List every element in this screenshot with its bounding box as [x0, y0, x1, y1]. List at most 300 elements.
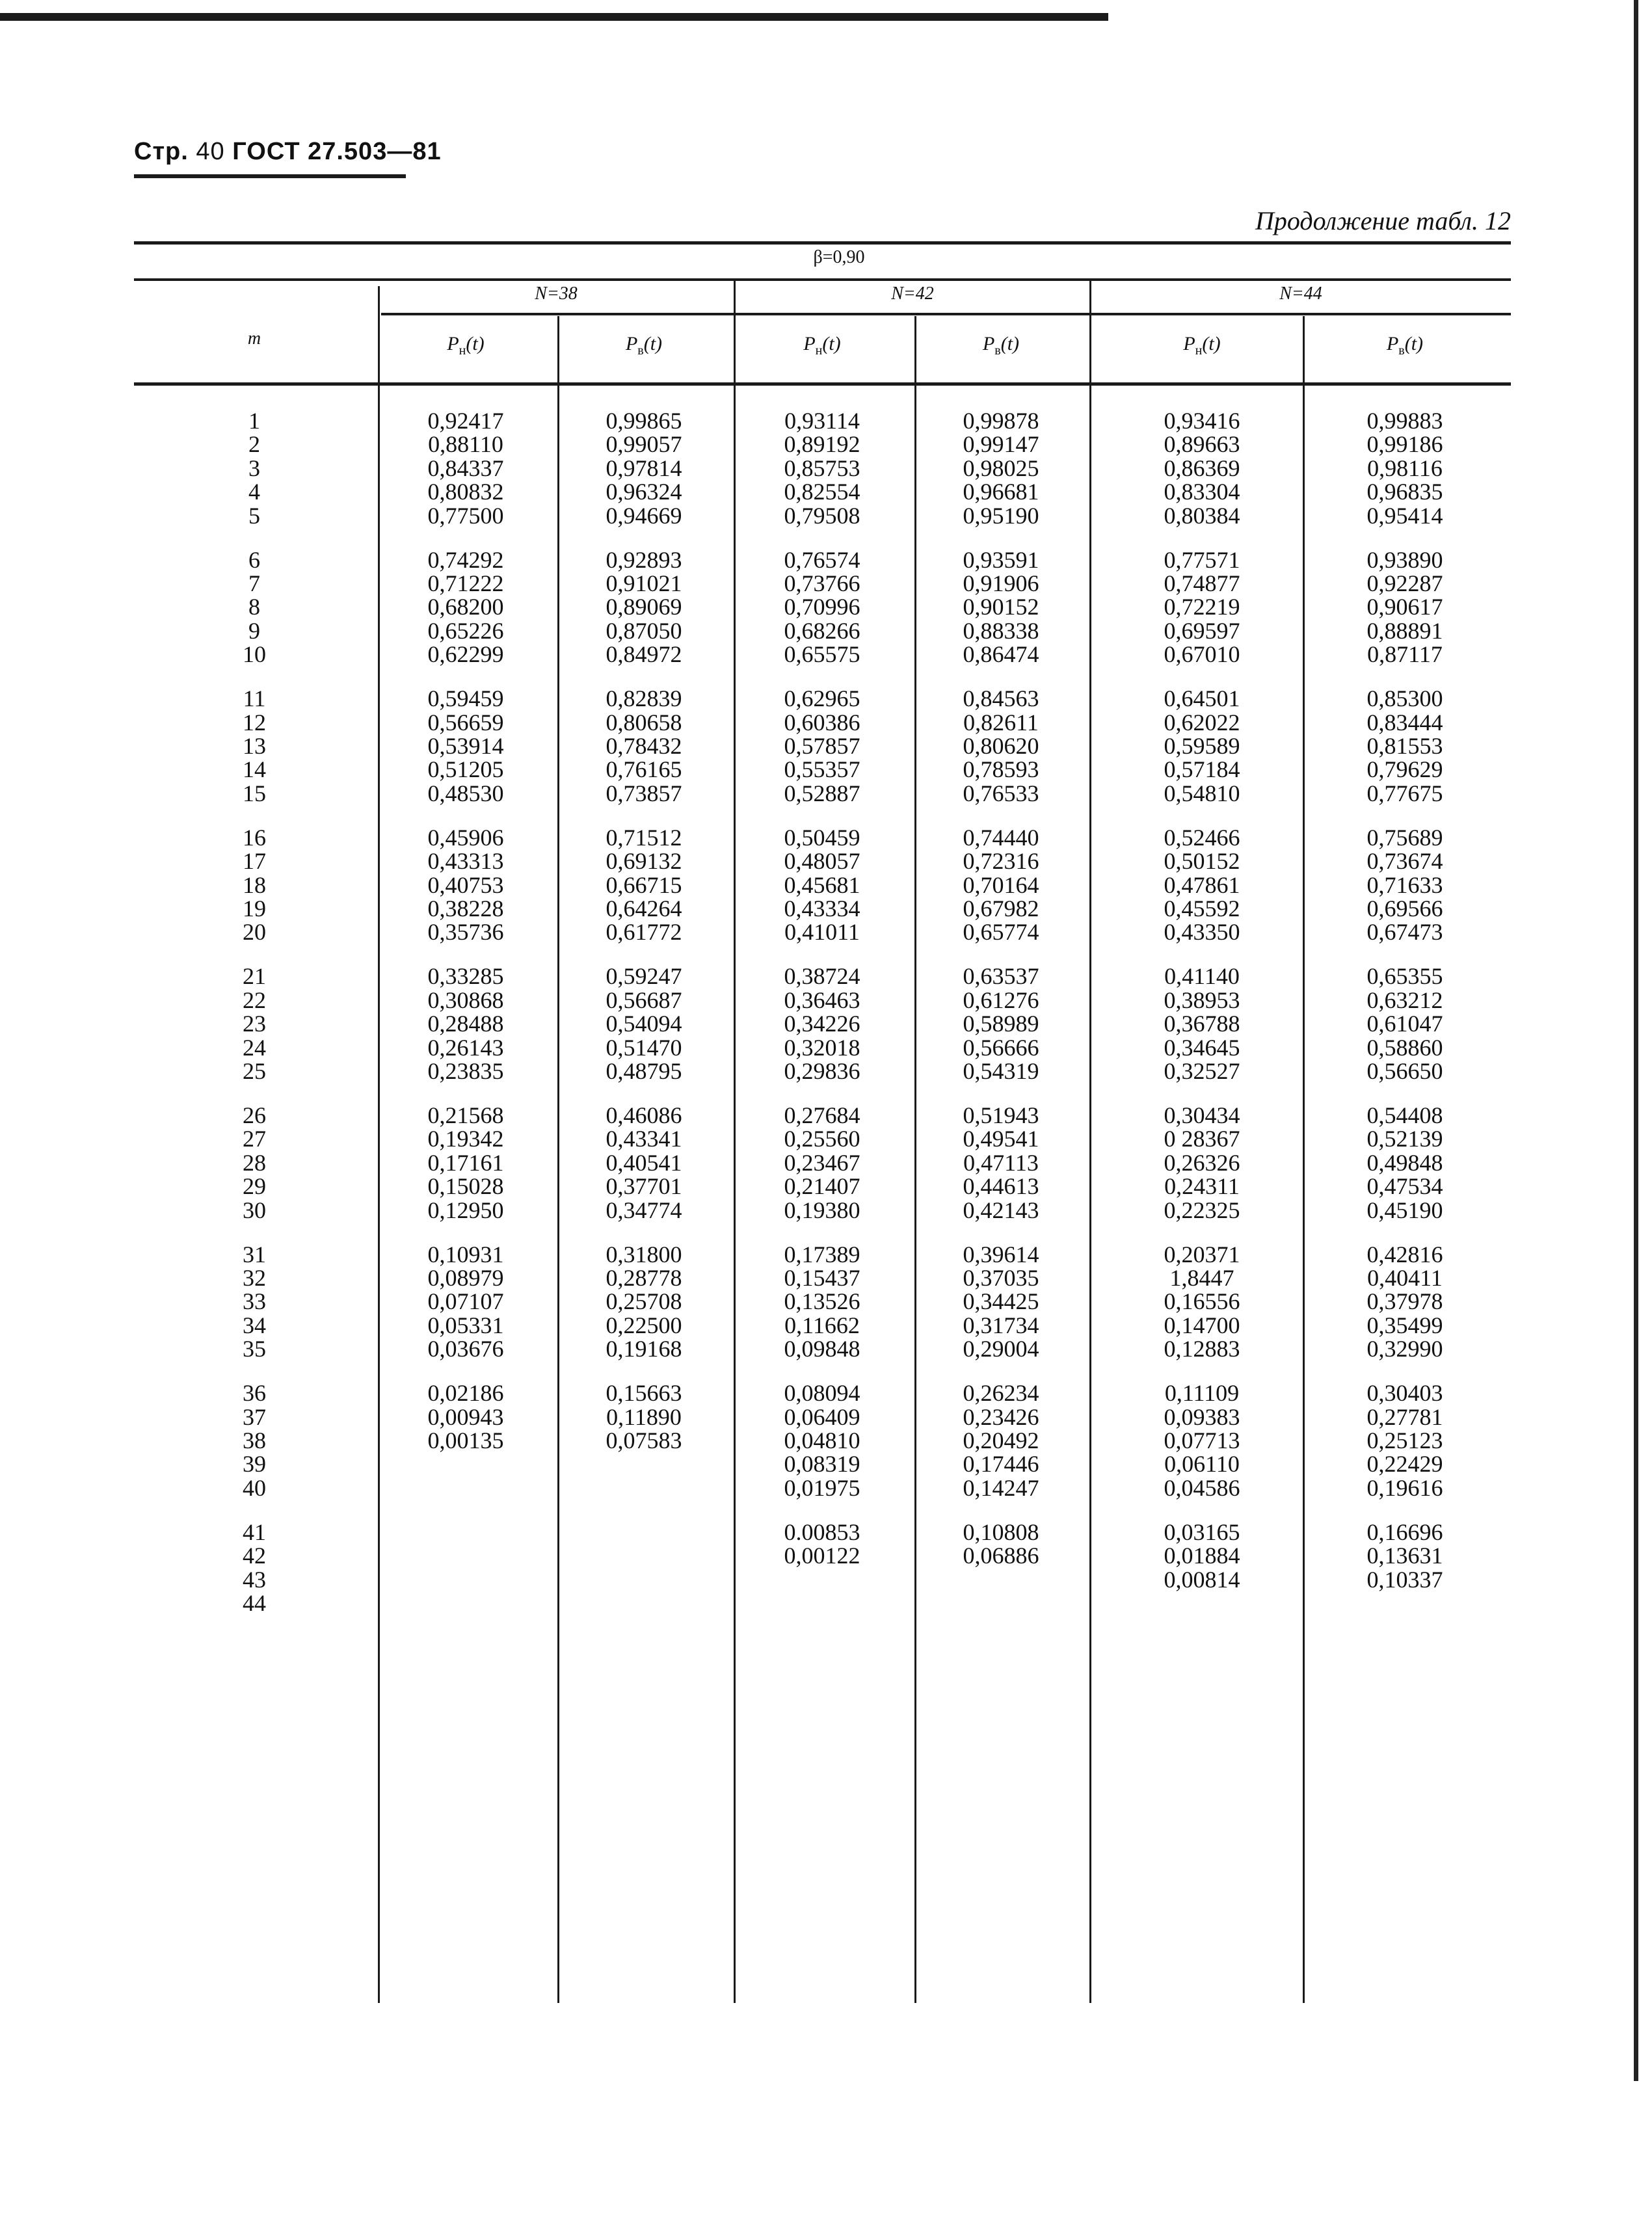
table-cell-n38-pn: 0,02186	[427, 1380, 504, 1406]
table-cell-n42-pv: 0,42143	[963, 1197, 1039, 1223]
table-cell-n44-pn: 0 28367	[1164, 1126, 1240, 1152]
table-cell-n42-pv: 0,31734	[963, 1312, 1039, 1338]
row-m-value: 37	[243, 1404, 266, 1430]
table-cell-n44-pv: 0,90617	[1366, 594, 1443, 620]
row-m-value: 19	[243, 895, 266, 922]
table-cell-n42-pn: 0,85753	[784, 455, 860, 481]
top-border-bar	[0, 13, 1108, 21]
table-cell-n42-pv: 0,82611	[963, 710, 1039, 736]
table-cell-n44-pn: 0,52466	[1164, 825, 1240, 851]
table-cell-n42-pv: 0,10808	[963, 1519, 1039, 1545]
column-header-n44-pn	[1183, 333, 1220, 358]
table-cell-n42-pn: 0,19380	[784, 1197, 860, 1223]
p-argument: (t)	[822, 333, 841, 354]
table-cell-n44-pn: 0,41140	[1164, 963, 1240, 989]
table-cell-n38-pn: 0,07107	[427, 1288, 504, 1314]
table-cell-n42-pv: 0,63537	[963, 963, 1039, 989]
table-cell-n38-pv: 0,71512	[606, 825, 682, 851]
table-cell-n44-pn: 0,20371	[1164, 1241, 1240, 1267]
table-cell-n42-pv: 0,61276	[963, 987, 1039, 1013]
table-cell-n42-pn: 0,45681	[784, 872, 860, 898]
table-cell-n42-pn: 0,70996	[784, 594, 860, 620]
table-cell-n42-pn: 0,08094	[784, 1380, 860, 1406]
table-cell-n42-pn: 0,55357	[784, 756, 860, 782]
row-m-value: 4	[248, 479, 260, 505]
row-m-value: 38	[243, 1427, 266, 1453]
table-cell-n42-pn: 0,48057	[784, 848, 860, 874]
row-m-value: 16	[243, 825, 266, 851]
table-cell-n38-pv: 0,84972	[606, 641, 682, 667]
table-cell-n38-pv: 0,37701	[606, 1173, 682, 1199]
table-cell-n44-pn: 0,86369	[1164, 455, 1240, 481]
table-cell-n38-pv: 0,25708	[606, 1288, 682, 1314]
group-header-n38: N=38	[535, 284, 578, 304]
table-cell-n38-pv: 0,92893	[606, 547, 682, 573]
row-m-value: 30	[243, 1197, 266, 1223]
table-cell-n42-pv: 0,84563	[963, 685, 1039, 711]
table-cell-n42-pv: 0,58989	[963, 1011, 1039, 1037]
row-m-value: 9	[248, 618, 260, 644]
table-cell-n44-pv: 0,95414	[1366, 503, 1443, 529]
table-cell-n44-pv: 0,69566	[1366, 895, 1443, 922]
header-rule	[134, 174, 406, 178]
table-cell-n42-pv: 0,14247	[963, 1475, 1039, 1501]
row-m-value: 13	[243, 733, 266, 759]
table-cell-n44-pv: 0,40411	[1367, 1265, 1443, 1291]
table-cell-n42-pv: 0,47113	[963, 1150, 1039, 1176]
table-cell-n44-pv: 0,65355	[1366, 963, 1443, 989]
table-cell-n38-pn: 0,08979	[427, 1265, 504, 1291]
table-cell-n42-pv: 0,93591	[963, 547, 1039, 573]
table-cell-n42-pn: 0,21407	[784, 1173, 860, 1199]
table-cell-n44-pv: 0,42816	[1366, 1241, 1443, 1267]
table-cell-n42-pv: 0,49541	[963, 1126, 1039, 1152]
row-m-value: 27	[243, 1126, 266, 1152]
row-m-value: 32	[243, 1265, 266, 1291]
table-cell-n42-pv: 0,54319	[963, 1058, 1039, 1084]
table-cell-n38-pn: 0,05331	[427, 1312, 504, 1338]
table-cell-n44-pv: 0,49848	[1366, 1150, 1443, 1176]
table-cell-n42-pn: 0,93114	[784, 408, 860, 434]
table-cell-n42-pn: 0,68266	[784, 618, 860, 644]
row-m-value: 43	[243, 1567, 266, 1593]
table-cell-n38-pv: 0,11890	[606, 1404, 682, 1430]
table-cell-n38-pn: 0,71222	[427, 570, 504, 596]
page-number: 40	[196, 138, 225, 165]
table-cell-n44-pv: 0,63212	[1366, 987, 1443, 1013]
scan-edge	[1634, 0, 1638, 2081]
table-cell-n44-pn: 0,59589	[1164, 733, 1240, 759]
p-subscript: н	[815, 343, 823, 358]
row-m-value: 34	[243, 1312, 266, 1338]
row-m-value: 40	[243, 1475, 266, 1501]
table-cell-n38-pv: 0,73857	[606, 780, 682, 806]
table-cell-n44-pn: 0,47861	[1164, 872, 1240, 898]
table-cell-n42-pn: 0,01975	[784, 1475, 860, 1501]
table-cell-n44-pn: 1,8447	[1169, 1265, 1234, 1291]
table-cell-n38-pn: 0,33285	[427, 963, 504, 989]
row-m-value: 1	[248, 408, 260, 434]
table-cell-n42-pn: 0,06409	[784, 1404, 860, 1430]
table-cell-n44-pv: 0,22429	[1366, 1451, 1443, 1477]
column-divider	[1089, 281, 1091, 2003]
table-cell-n44-pv: 0,61047	[1366, 1011, 1443, 1037]
table-cell-n38-pn: 0,28488	[427, 1011, 504, 1037]
table-cell-n38-pn: 0,62299	[427, 641, 504, 667]
table-cell-n42-pn: 0,29836	[784, 1058, 860, 1084]
table-cell-n42-pv: 0,80620	[963, 733, 1039, 759]
table-cell-n42-pv: 0,98025	[963, 455, 1039, 481]
p-symbol: P	[1183, 333, 1195, 354]
row-m-value: 36	[243, 1380, 266, 1406]
table-cell-n44-pv: 0,93890	[1366, 547, 1443, 573]
table-cell-n38-pn: 0,80832	[427, 479, 504, 505]
row-m-value: 10	[243, 641, 266, 667]
row-m-value: 26	[243, 1102, 266, 1128]
table-cell-n44-pv: 0,98116	[1367, 455, 1443, 481]
row-m-value: 11	[243, 685, 266, 711]
p-symbol: P	[625, 333, 638, 354]
table-cell-n44-pv: 0,35499	[1366, 1312, 1443, 1338]
table-cell-n38-pn: 0,40753	[427, 872, 504, 898]
table-cell-n44-pv: 0,67473	[1366, 919, 1443, 945]
table-cell-n38-pn: 0,35736	[427, 919, 504, 945]
table-cell-n44-pv: 0,13631	[1366, 1543, 1443, 1569]
table-cell-n44-pv: 0,54408	[1366, 1102, 1443, 1128]
column-divider	[378, 286, 380, 2003]
column-header-n38-pv	[626, 333, 662, 358]
table-cell-n44-pn: 0,14700	[1164, 1312, 1240, 1338]
row-m-value: 6	[248, 547, 260, 573]
table-cell-n42-pn: 0,62965	[784, 685, 860, 711]
p-symbol: P	[982, 333, 995, 354]
table-cell-n44-pn: 0,06110	[1164, 1451, 1240, 1477]
page-header	[134, 138, 442, 166]
table-cell-n38-pn: 0,03676	[427, 1336, 504, 1362]
table-cell-n38-pv: 0,07583	[606, 1427, 682, 1453]
table-cell-n38-pn: 0,00943	[427, 1404, 504, 1430]
group-rule	[381, 313, 1511, 315]
table-cell-n42-pn: 0,50459	[784, 825, 860, 851]
row-m-value: 2	[248, 431, 260, 457]
table-cell-n38-pn: 0,30868	[427, 987, 504, 1013]
table-cell-n44-pv: 0,16696	[1366, 1519, 1443, 1545]
column-divider	[557, 316, 559, 2003]
table-cell-n38-pv: 0,43341	[606, 1126, 682, 1152]
row-m-value: 44	[243, 1590, 266, 1616]
table-cell-n38-pn: 0,48530	[427, 780, 504, 806]
table-cell-n44-pn: 0,07713	[1164, 1427, 1240, 1453]
row-m-value: 41	[243, 1519, 266, 1545]
table-cell-n38-pv: 0,82839	[606, 685, 682, 711]
beta-rule	[134, 278, 1511, 281]
table-cell-n42-pn: 0,73766	[784, 570, 860, 596]
table-cell-n38-pn: 0,23835	[427, 1058, 504, 1084]
table-cell-n38-pv: 0,56687	[606, 987, 682, 1013]
table-cell-n44-pv: 0,45190	[1366, 1197, 1443, 1223]
page-label: Стр.	[134, 138, 189, 165]
table-cell-n44-pv: 0,75689	[1366, 825, 1443, 851]
table-cell-n44-pn: 0,83304	[1164, 479, 1240, 505]
table-cell-n44-pn: 0,04586	[1164, 1475, 1240, 1501]
table-cell-n42-pn: 0,13526	[784, 1288, 860, 1314]
table-cell-n44-pn: 0,16556	[1164, 1288, 1240, 1314]
table-cell-n42-pv: 0,76533	[963, 780, 1039, 806]
row-m-value: 29	[243, 1173, 266, 1199]
table-cell-n44-pn: 0,54810	[1164, 780, 1240, 806]
group-header-n42: N=42	[891, 284, 934, 304]
table-cell-n44-pn: 0,36788	[1164, 1011, 1240, 1037]
column-divider	[734, 281, 736, 2003]
table-cell-n38-pn: 0,74292	[427, 547, 504, 573]
table-cell-n38-pn: 0,68200	[427, 594, 504, 620]
table-cell-n42-pv: 0,99878	[963, 408, 1039, 434]
table-cell-n44-pv: 0,37978	[1366, 1288, 1443, 1314]
table-cell-n42-pv: 0,78593	[963, 756, 1039, 782]
table-cell-n38-pv: 0,80658	[606, 710, 682, 736]
p-subscript: в	[637, 343, 644, 358]
table-cell-n44-pv: 0,32990	[1366, 1336, 1443, 1362]
table-cell-n38-pv: 0,31800	[606, 1241, 682, 1267]
table-cell-n38-pv: 0,69132	[606, 848, 682, 874]
table-cell-n38-pn: 0,77500	[427, 503, 504, 529]
table-cell-n38-pv: 0,61772	[606, 919, 682, 945]
table-cell-n44-pn: 0,32527	[1164, 1058, 1240, 1084]
table-cell-n42-pn: 0.00853	[784, 1519, 860, 1545]
table-cell-n42-pv: 0,51943	[963, 1102, 1039, 1128]
row-m-value: 18	[243, 872, 266, 898]
table-cell-n44-pn: 0,34645	[1164, 1035, 1240, 1061]
table-cell-n44-pn: 0,26326	[1164, 1150, 1240, 1176]
row-m-value: 35	[243, 1336, 266, 1362]
table-cell-n38-pn: 0,59459	[427, 685, 504, 711]
table-cell-n44-pn: 0,43350	[1164, 919, 1240, 945]
table-cell-n38-pn: 0,19342	[427, 1126, 504, 1152]
table-cell-n38-pv: 0,46086	[606, 1102, 682, 1128]
table-cell-n38-pn: 0,53914	[427, 733, 504, 759]
column-header-n44-pv	[1387, 333, 1423, 358]
table-cell-n44-pn: 0,38953	[1164, 987, 1240, 1013]
table-cell-n42-pv: 0,70164	[963, 872, 1039, 898]
table-cell-n44-pv: 0,77675	[1366, 780, 1443, 806]
table-cell-n44-pn: 0,50152	[1164, 848, 1240, 874]
row-m-value: 15	[243, 780, 266, 806]
p-subscript: н	[459, 343, 466, 358]
standard-number: ГОСТ 27.503—81	[232, 138, 442, 165]
table-cell-n44-pv: 0,99883	[1366, 408, 1443, 434]
table-cell-n38-pv: 0,91021	[606, 570, 682, 596]
row-m-value: 33	[243, 1288, 266, 1314]
table-cell-n42-pv: 0,99147	[963, 431, 1039, 457]
table-cell-n38-pn: 0,26143	[427, 1035, 504, 1061]
table-cell-n38-pn: 0,88110	[428, 431, 503, 457]
row-m-value: 3	[248, 455, 260, 481]
table-cell-n44-pn: 0,11109	[1164, 1380, 1240, 1406]
table-cell-n42-pn: 0,00122	[784, 1543, 860, 1569]
table-cell-n38-pn: 0,17161	[427, 1150, 504, 1176]
row-m-value: 24	[243, 1035, 266, 1061]
table-cell-n38-pn: 0,00135	[427, 1427, 504, 1453]
row-m-value: 39	[243, 1451, 266, 1477]
p-argument: (t)	[466, 333, 485, 354]
table-cell-n44-pn: 0,77571	[1164, 547, 1240, 573]
table-cell-n44-pv: 0,56650	[1366, 1058, 1443, 1084]
table-top-rule	[134, 241, 1511, 245]
table-cell-n44-pn: 0,03165	[1164, 1519, 1240, 1545]
beta-header: β=0,90	[813, 247, 865, 267]
table-cell-n42-pv: 0,17446	[963, 1451, 1039, 1477]
row-m-value: 14	[243, 756, 266, 782]
table-cell-n44-pn: 0,62022	[1164, 710, 1240, 736]
table-cell-n42-pn: 0,82554	[784, 479, 860, 505]
table-cell-n44-pn: 0,00814	[1164, 1567, 1240, 1593]
table-cell-n42-pv: 0,95190	[963, 503, 1039, 529]
table-cell-n42-pn: 0,79508	[784, 503, 860, 529]
table-cell-n44-pn: 0,57184	[1164, 756, 1240, 782]
row-m-value: 31	[243, 1241, 266, 1267]
table-cell-n38-pv: 0,64264	[606, 895, 682, 922]
table-cell-n44-pn: 0,93416	[1164, 408, 1240, 434]
table-cell-n42-pn: 0,11662	[784, 1312, 860, 1338]
table-continuation-caption: Продолжение табл. 12	[1255, 206, 1511, 235]
table-cell-n44-pv: 0,19616	[1366, 1475, 1443, 1501]
table-cell-n38-pv: 0,59247	[606, 963, 682, 989]
table-cell-n38-pn: 0,15028	[427, 1173, 504, 1199]
table-cell-n42-pn: 0,65575	[784, 641, 860, 667]
table-cell-n44-pn: 0,64501	[1164, 685, 1240, 711]
table-cell-n42-pv: 0,96681	[963, 479, 1039, 505]
p-subscript: в	[994, 343, 1001, 358]
p-argument: (t)	[1202, 333, 1221, 354]
group-header-n44: N=44	[1279, 284, 1322, 304]
row-m-value: 7	[248, 570, 260, 596]
table-cell-n44-pv: 0,27781	[1366, 1404, 1443, 1430]
column-divider	[914, 316, 916, 2003]
table-cell-n44-pv: 0,58860	[1366, 1035, 1443, 1061]
table-cell-n42-pn: 0,38724	[784, 963, 860, 989]
column-header-n42-pv	[983, 333, 1019, 358]
table-cell-n42-pv: 0,29004	[963, 1336, 1039, 1362]
table-cell-n38-pv: 0,97814	[606, 455, 682, 481]
table-cell-n44-pv: 0,79629	[1366, 756, 1443, 782]
table-cell-n38-pv: 0,28778	[606, 1265, 682, 1291]
table-cell-n44-pn: 0,01884	[1164, 1543, 1240, 1569]
table-cell-n42-pv: 0,65774	[963, 919, 1039, 945]
table-cell-n44-pn: 0,69597	[1164, 618, 1240, 644]
table-cell-n38-pv: 0,40541	[606, 1150, 682, 1176]
table-cell-n38-pn: 0,10931	[427, 1241, 504, 1267]
table-cell-n38-pn: 0,38228	[427, 895, 504, 922]
table-cell-n42-pn: 0,04810	[784, 1427, 860, 1453]
table-cell-n38-pv: 0,99865	[606, 408, 682, 434]
table-cell-n44-pv: 0,99186	[1366, 431, 1443, 457]
row-m-value: 12	[243, 710, 266, 736]
table-cell-n42-pv: 0,72316	[963, 848, 1039, 874]
table-cell-n42-pn: 0,17389	[784, 1241, 860, 1267]
table-cell-n44-pv: 0,30403	[1366, 1380, 1443, 1406]
table-cell-n42-pv: 0,23426	[963, 1404, 1039, 1430]
p-argument: (t)	[643, 333, 663, 354]
table-cell-n42-pv: 0,90152	[963, 594, 1039, 620]
row-m-value: 23	[243, 1011, 266, 1037]
table-cell-n42-pn: 0,25560	[784, 1126, 860, 1152]
table-cell-n42-pn: 0,89192	[784, 431, 860, 457]
table-cell-n44-pn: 0,67010	[1164, 641, 1240, 667]
table-cell-n44-pv: 0,83444	[1366, 710, 1443, 736]
p-symbol: P	[803, 333, 816, 354]
table-cell-n38-pv: 0,22500	[606, 1312, 682, 1338]
table-cell-n38-pv: 0,94669	[606, 503, 682, 529]
table-cell-n38-pv: 0,76165	[606, 756, 682, 782]
table-cell-n38-pv: 0,89069	[606, 594, 682, 620]
table-cell-n38-pv: 0,54094	[606, 1011, 682, 1037]
table-cell-n38-pv: 0,15663	[606, 1380, 682, 1406]
table-cell-n42-pv: 0,39614	[963, 1241, 1039, 1267]
row-m-value: 28	[243, 1150, 266, 1176]
table-cell-n38-pv: 0,66715	[606, 872, 682, 898]
table-cell-n44-pn: 0,12883	[1164, 1336, 1240, 1362]
table-cell-n44-pn: 0,72219	[1164, 594, 1240, 620]
table-cell-n44-pn: 0,24311	[1164, 1173, 1240, 1199]
table-cell-n42-pv: 0,88338	[963, 618, 1039, 644]
table-cell-n44-pn: 0,22325	[1164, 1197, 1240, 1223]
table-cell-n44-pn: 0,80384	[1164, 503, 1240, 529]
table-cell-n44-pv: 0,85300	[1366, 685, 1443, 711]
table-cell-n42-pv: 0,44613	[963, 1173, 1039, 1199]
p-symbol: P	[447, 333, 459, 354]
table-cell-n38-pv: 0,87050	[606, 618, 682, 644]
table-cell-n38-pn: 0,12950	[427, 1197, 504, 1223]
table-cell-n38-pn: 0,21568	[427, 1102, 504, 1128]
table-cell-n38-pn: 0,56659	[427, 710, 504, 736]
p-subscript: н	[1195, 343, 1203, 358]
table-cell-n44-pv: 0,81553	[1366, 733, 1443, 759]
table-cell-n38-pv: 0,99057	[606, 431, 682, 457]
column-divider	[1303, 316, 1305, 2003]
table-cell-n44-pn: 0,30434	[1164, 1102, 1240, 1128]
table-cell-n44-pv: 0,96835	[1366, 479, 1443, 505]
column-header-n42-pn	[803, 333, 840, 358]
table-cell-n44-pn: 0,45592	[1164, 895, 1240, 922]
table-cell-n42-pv: 0,37035	[963, 1265, 1039, 1291]
table-cell-n38-pv: 0,51470	[606, 1035, 682, 1061]
row-m-value: 8	[248, 594, 260, 620]
table-cell-n44-pv: 0,71633	[1366, 872, 1443, 898]
column-header-n38-pn	[447, 333, 484, 358]
row-m-value: 25	[243, 1058, 266, 1084]
table-cell-n42-pv: 0,74440	[963, 825, 1039, 851]
table-cell-n44-pv: 0,10337	[1366, 1567, 1443, 1593]
table-cell-n44-pv: 0,52139	[1366, 1126, 1443, 1152]
table-cell-n42-pn: 0,32018	[784, 1035, 860, 1061]
table-cell-n44-pv: 0,88891	[1366, 618, 1443, 644]
table-cell-n38-pn: 0,92417	[427, 408, 504, 434]
table-cell-n38-pv: 0,96324	[606, 479, 682, 505]
table-cell-n42-pv: 0,26234	[963, 1380, 1039, 1406]
table-cell-n42-pn: 0,27684	[784, 1102, 860, 1128]
row-m-value: 20	[243, 919, 266, 945]
table-cell-n42-pn: 0,43334	[784, 895, 860, 922]
table-cell-n44-pv: 0,73674	[1366, 848, 1443, 874]
table-cell-n44-pn: 0,09383	[1164, 1404, 1240, 1430]
table-cell-n38-pv: 0,48795	[606, 1058, 682, 1084]
table-cell-n44-pv: 0,25123	[1366, 1427, 1443, 1453]
table-cell-n38-pv: 0,34774	[606, 1197, 682, 1223]
table-cell-n42-pn: 0,08319	[784, 1451, 860, 1477]
table-cell-n44-pv: 0,92287	[1366, 570, 1443, 596]
row-m-value: 5	[248, 503, 260, 529]
table-cell-n42-pv: 0,67982	[963, 895, 1039, 922]
